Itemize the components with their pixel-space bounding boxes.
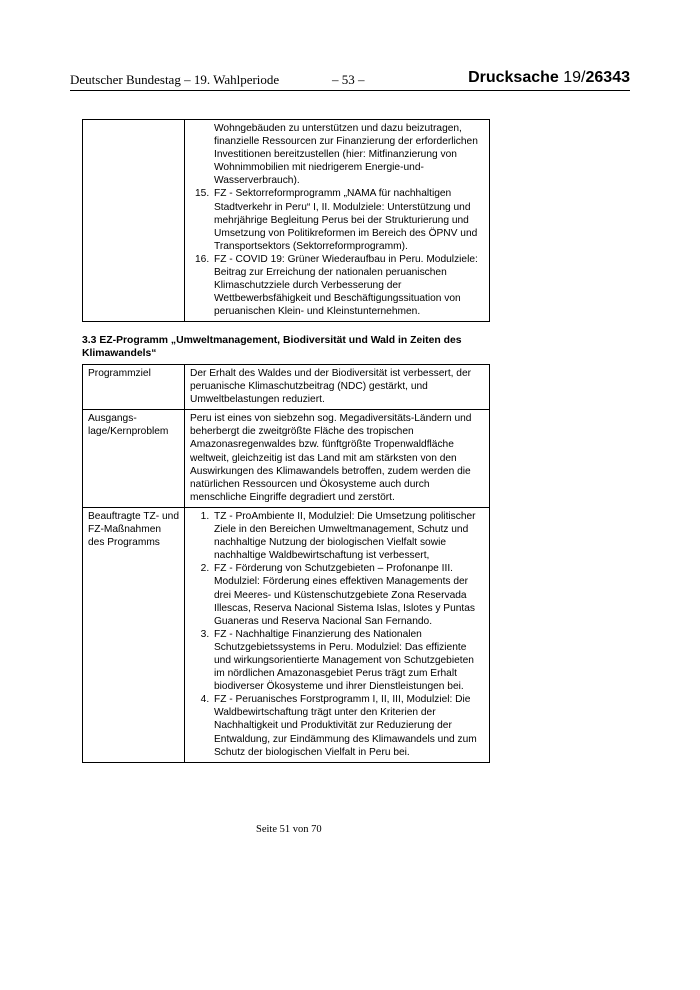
measures-cell [185, 507, 490, 762]
drucksache-id: 26343 [585, 69, 630, 86]
drucksache-prefix: 19/ [563, 69, 586, 86]
list-item: 15. FZ - Sektorreformprogramm „NAMA für nachhaltigen Stadtverkehr in Peru“ I, II. Modulziele: Unterstützung und mehrjährige Begleitung Perus bei der Strukturierung und Umsetzung von Politikreformen im Bereich des ÖPNV und Transportsektors (Sektorreformprogramm). [212, 187, 484, 252]
measure-list [190, 187, 484, 318]
page-header [70, 70, 630, 91]
measure-list [190, 510, 484, 759]
table-row [83, 410, 490, 508]
content-cell [185, 120, 490, 322]
page-number: – 53 – [332, 72, 365, 87]
list-item: 1. TZ - ProAmbiente II, Modulziel: Die Umsetzung politischer Ziele in den Bereichen Umweltmanagement, Schutz und nachhaltige Nutzung der biologischen Vielfalt sowie nachhaltige Waldbewirtschaftung ist verbessert, [212, 510, 484, 562]
page-footer: Seite 51 von 70 [256, 824, 322, 835]
row-label: Ausgangslage/Kernproblem [83, 410, 185, 508]
list-item: 16. FZ - COVID 19: Grüner Wiederaufbau in Peru. Modulziele: Beitrag zur Erreichung der nationalen peruanischen Klimaschutzziele durch Verbesserung der Wettbewerbsfähigkeit und Beschäftigungssituation von peruanischen Klein- und Kleinstunternehmen. [212, 253, 484, 318]
row-label: Programmziel [83, 365, 185, 410]
table-row [83, 365, 490, 410]
continuation-table [82, 119, 490, 322]
drucksache-label: Drucksache [468, 69, 559, 86]
empty-label-cell [83, 120, 185, 322]
header-left: Deutscher Bundestag – 19. Wahlperiode [70, 72, 280, 87]
continued-text: Wohngebäuden zu unterstützen und dazu beizutragen, finanzielle Ressourcen zur Finanzierung der erforderlichen Investitionen bereitzustellen (hier: Mitfinanzierung von Wohnimmobilien mit niedrigerem Energie-und-Wasserverbrauch). [214, 123, 478, 187]
list-item: 4. FZ - Peruanisches Forstprogramm I, II, III, Modulziel: Die Waldbewirtschaftung trägt unter den Kriterien der Nachhaltigkeit und Produktivität zur Reduzierung der Entwaldung, zur Eindämmung des Klimawandels und zum Schutz der biologischen Vielfalt in Peru bei. [212, 693, 484, 758]
drucksache-number [468, 69, 630, 87]
section-title: 3.3 EZ-Programm „Umweltmanagement, Biodiversität und Wald in Zeiten des Klimawandels“ [82, 335, 462, 359]
row-text: Peru ist eines von siebzehn sog. Megadiversitäts-Ländern und beherbergt die zweitgrößte Fläche des tropischen Amazonasregenwaldes bzw. fünftgrößte Tropenwaldfläche weltweit, gleichzeitig ist das Land mit am stärksten von den Auswirkungen des Klimawandels betroffen, zudem werden die natürlichen Ressourcen und Ökosysteme auch durch menschliche Eingriffe degradiert und zerstört. [185, 410, 490, 508]
row-text: Der Erhalt des Waldes und der Biodiversität ist verbessert, der peruanische Klimaschutzbeitrag (NDC) gestärkt, und Umweltbelastungen reduziert. [185, 365, 490, 410]
list-item: 2. FZ - Förderung von Schutzgebieten – Profonanpe III. Modulziel: Förderung eines effektiven Managements der drei Meeres- und Küstenschutzgebiete Zona Reservada Illescas, Reserva Nacional Sistema Islas, Islotes y Puntas Guaneras und Reserva Nacional San Fernando. [212, 562, 484, 627]
program-table [82, 364, 490, 763]
row-label: Beauftragte TZ- und FZ-Maßnahmen des Programms [83, 507, 185, 762]
table-row [83, 507, 490, 762]
table-row [83, 120, 490, 322]
list-item: 3. FZ - Nachhaltige Finanzierung des Nationalen Schutzgebietssystems in Peru. Modulziel: Das effiziente und wirkungsorientierte Management von Schutzgebieten im nördlichen Amazonasgebiet Perus trägt zum Erhalt biodiverser Ökosysteme und ihrer Dienstleistungen bei. [212, 628, 484, 693]
